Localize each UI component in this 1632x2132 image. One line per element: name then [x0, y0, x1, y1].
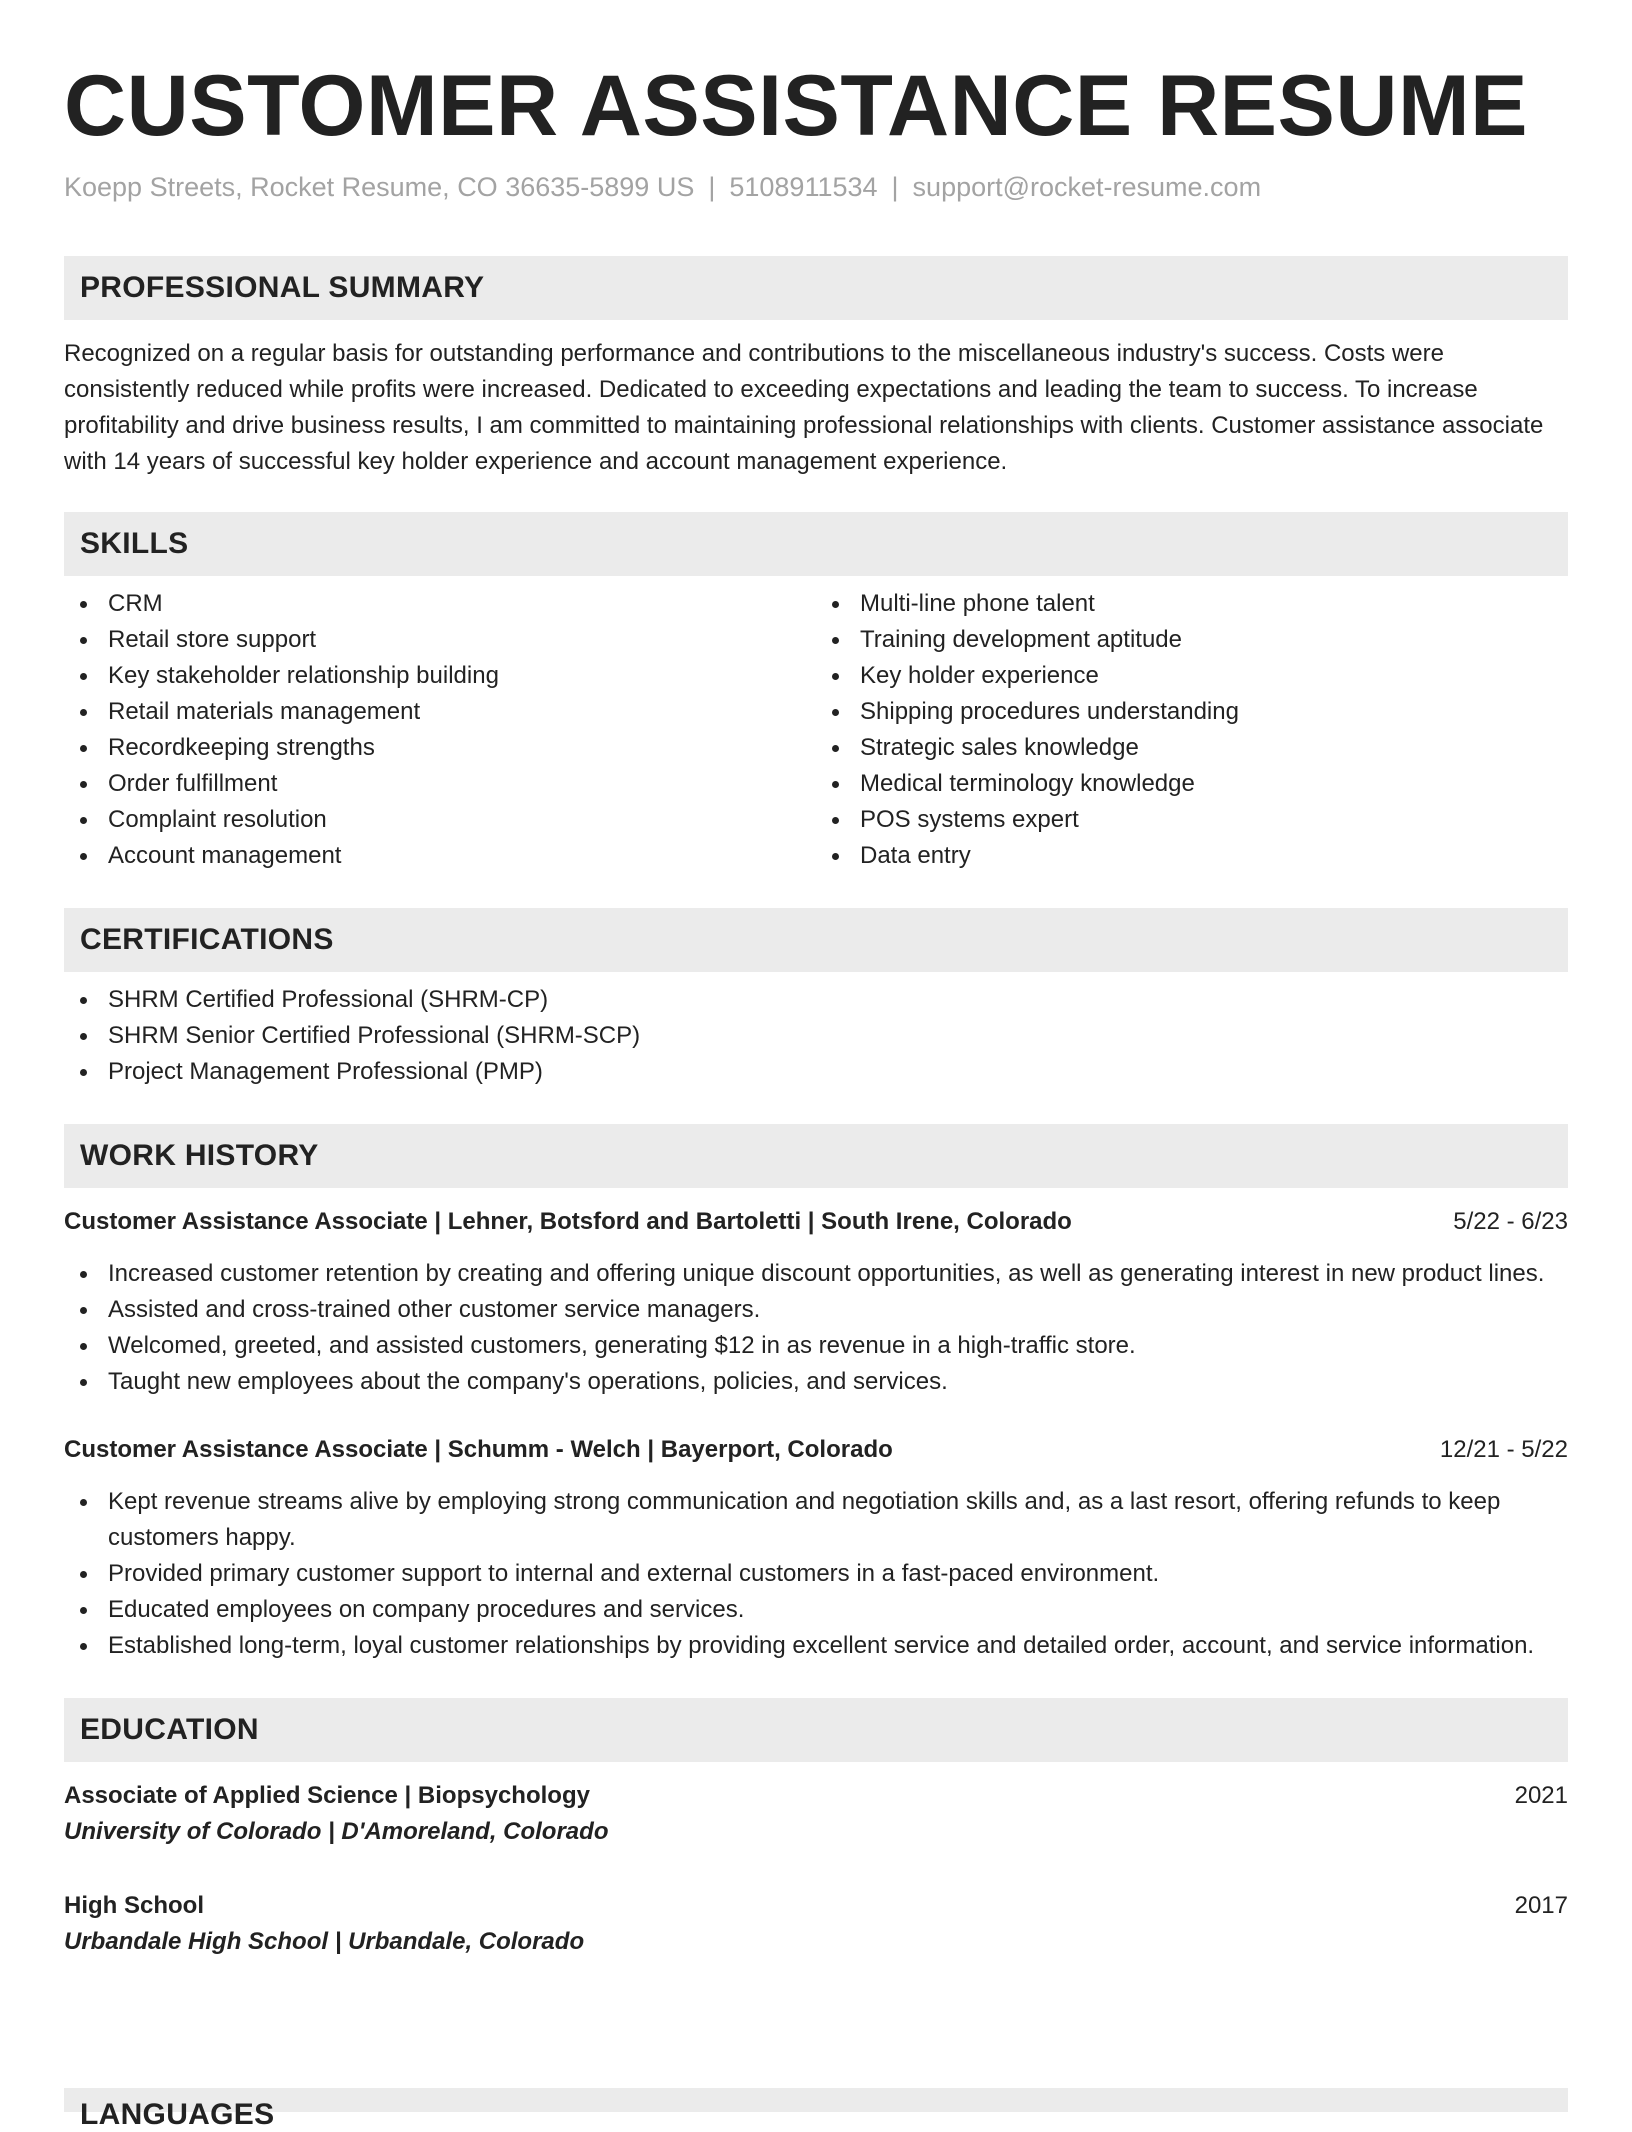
education-header: [64, 1888, 1568, 1924]
contact-address: Koepp Streets, Rocket Resume, CO 36635-5899 US: [64, 172, 695, 202]
list-item: Retail store support: [64, 622, 816, 658]
list-item: SHRM Certified Professional (SHRM-CP): [64, 982, 1568, 1018]
list-item: Key stakeholder relationship building: [64, 658, 816, 694]
section-header-certifications: CERTIFICATIONS: [64, 908, 1568, 972]
section-header-summary: PROFESSIONAL SUMMARY: [64, 256, 1568, 320]
job-title: Customer Assistance Associate | Lehner, Botsford and Bartoletti | South Irene, Colorado: [64, 1208, 1072, 1235]
job-header: [64, 1432, 1568, 1468]
section-header-languages: LANGUAGES: [64, 2088, 1568, 2112]
skills-grid: [64, 586, 1568, 874]
job-bullets: [64, 1484, 1568, 1664]
summary-text: Recognized on a regular basis for outstanding performance and contributions to the miscellaneous industry's success. Costs were consistently reduced while profits were increased. Dedicated to exceeding expectations and leading the team to success. To increase profitability and drive business results, I am committed to maintaining professional relationships with clients. Customer assistance associate with 14 years of successful key holder experience and account management experience.: [64, 340, 1544, 475]
section-header-work-history: WORK HISTORY: [64, 1124, 1568, 1188]
job-bullets: [64, 1256, 1568, 1400]
contact-email: support@rocket-resume.com: [912, 172, 1262, 202]
section-header-skills: SKILLS: [64, 512, 1568, 576]
job-entry: [64, 1204, 1568, 1400]
list-item: Multi-line phone talent: [816, 586, 1568, 622]
education-year: 2021: [1514, 1782, 1568, 1809]
list-item: Retail materials management: [64, 694, 816, 730]
list-item: Data entry: [816, 838, 1568, 874]
education-entry: [64, 1778, 1568, 1850]
list-item: POS systems expert: [816, 802, 1568, 838]
list-item: Order fulfillment: [64, 766, 816, 802]
education-year: 2017: [1514, 1892, 1568, 1919]
education-degree: Associate of Applied Science | Biopsychology: [64, 1782, 590, 1809]
skills-column-right: [816, 586, 1568, 874]
list-item: Project Management Professional (PMP): [64, 1054, 1568, 1090]
job-entry: [64, 1432, 1568, 1664]
skills-column-left: [64, 586, 816, 874]
job-dates: 5/22 - 6/23: [1453, 1208, 1568, 1235]
education-degree: High School: [64, 1892, 204, 1919]
list-item: Key holder experience: [816, 658, 1568, 694]
list-item: Account management: [64, 838, 816, 874]
list-item: Medical terminology knowledge: [816, 766, 1568, 802]
contact-phone: 5108911534: [729, 172, 878, 202]
list-item: Provided primary customer support to internal and external customers in a fast-paced environment.: [64, 1556, 1568, 1592]
resume-title: CUSTOMER ASSISTANCE RESUME: [64, 58, 1528, 154]
job-dates: 12/21 - 5/22: [1439, 1436, 1568, 1463]
contact-line: [64, 170, 1568, 204]
job-header: [64, 1204, 1568, 1240]
list-item: Kept revenue streams alive by employing strong communication and negotiation skills and, as a last resort, offering refunds to keep customers happy.: [64, 1484, 1568, 1556]
list-item: SHRM Senior Certified Professional (SHRM-SCP): [64, 1018, 1568, 1054]
education-school: University of Colorado | D'Amoreland, Colorado: [64, 1818, 609, 1845]
list-item: Welcomed, greeted, and assisted customers, generating $12 in as revenue in a high-traffic store.: [64, 1328, 1568, 1364]
contact-separator: |: [891, 172, 899, 202]
list-item: Training development aptitude: [816, 622, 1568, 658]
education-school: Urbandale High School | Urbandale, Colorado: [64, 1928, 585, 1955]
certifications-list: [64, 982, 1568, 1090]
list-item: Established long-term, loyal customer relationships by providing excellent service and detailed order, account, and service information.: [64, 1628, 1568, 1664]
list-item: Assisted and cross-trained other customer service managers.: [64, 1292, 1568, 1328]
education-entry: [64, 1888, 1568, 1960]
contact-separator: |: [708, 172, 716, 202]
list-item: Recordkeeping strengths: [64, 730, 816, 766]
list-item: CRM: [64, 586, 816, 622]
job-title: Customer Assistance Associate | Schumm - Welch | Bayerport, Colorado: [64, 1436, 893, 1463]
list-item: Shipping procedures understanding: [816, 694, 1568, 730]
list-item: Taught new employees about the company's operations, policies, and services.: [64, 1364, 1568, 1400]
education-header: [64, 1778, 1568, 1814]
list-item: Strategic sales knowledge: [816, 730, 1568, 766]
section-header-education: EDUCATION: [64, 1698, 1568, 1762]
list-item: Increased customer retention by creating and offering unique discount opportunities, as well as generating interest in new product lines.: [64, 1256, 1568, 1292]
skills-list-left: [64, 586, 816, 874]
list-item: Complaint resolution: [64, 802, 816, 838]
list-item: Educated employees on company procedures and services.: [64, 1592, 1568, 1628]
skills-list-right: [816, 586, 1568, 874]
